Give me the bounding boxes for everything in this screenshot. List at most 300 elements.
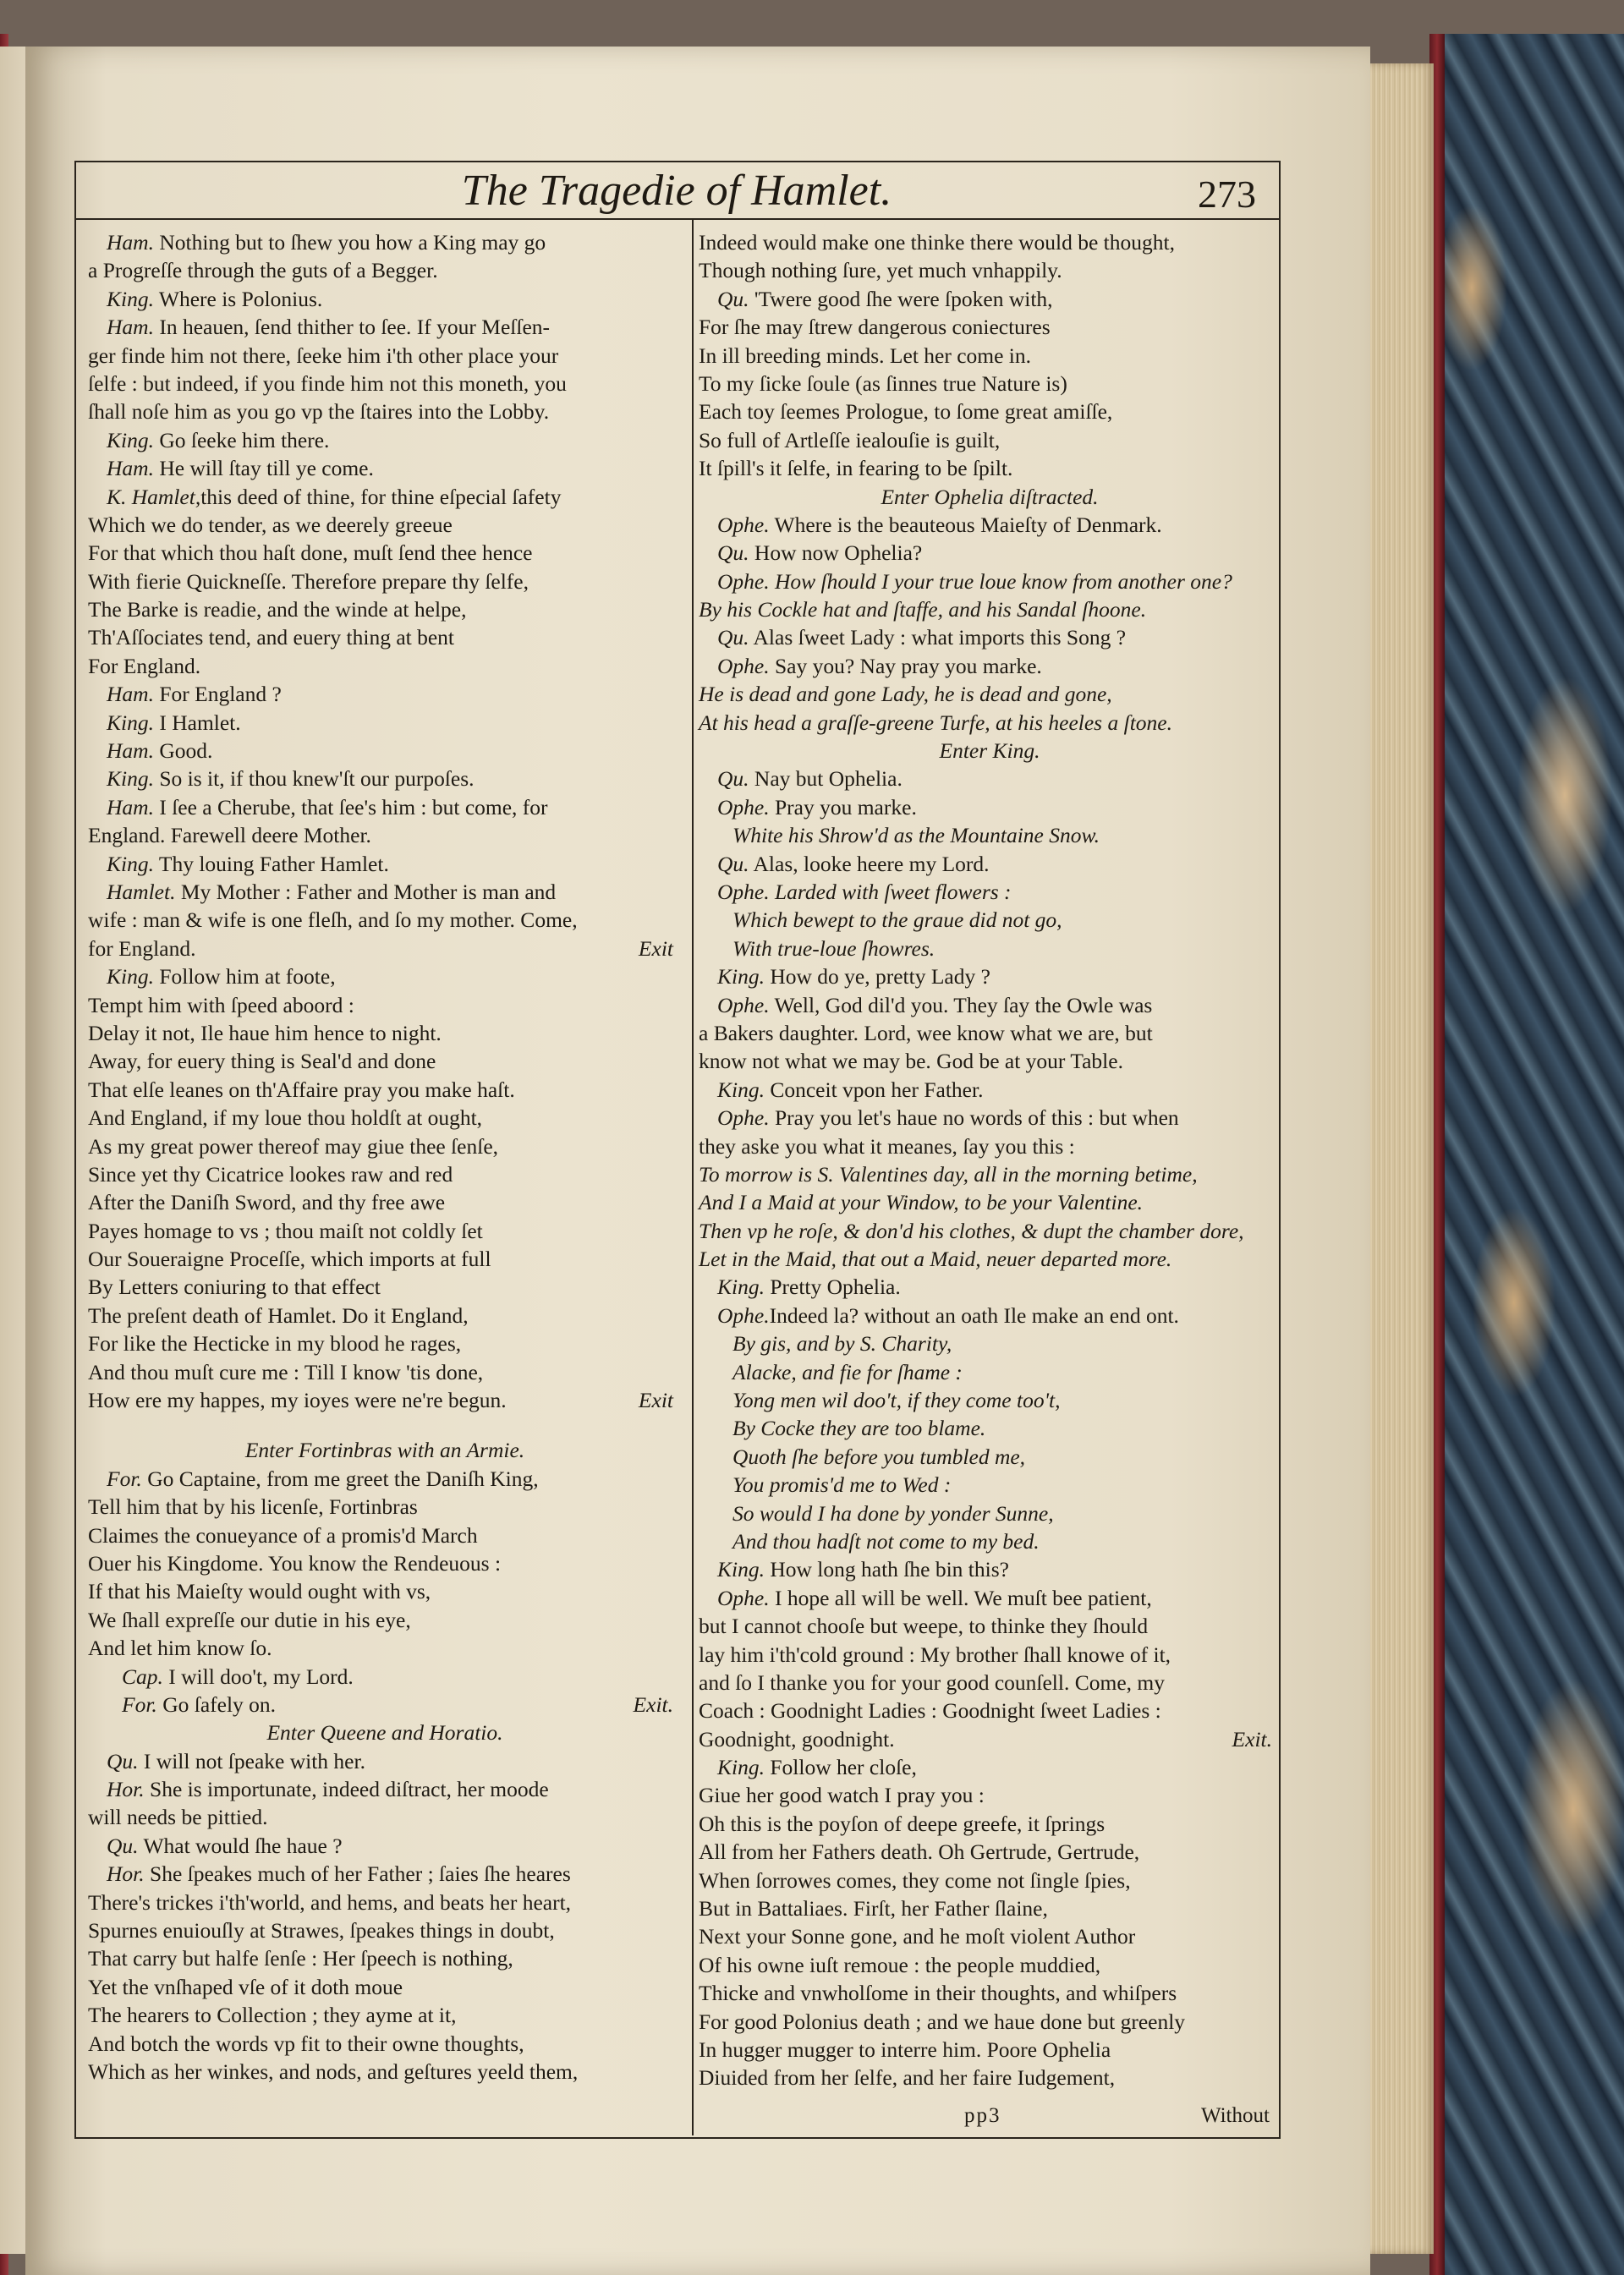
text-line [88, 1414, 682, 1436]
line-text: Good. [153, 738, 213, 764]
text-line [88, 1860, 682, 1888]
text-line [699, 1471, 1281, 1499]
line-text: When ſorrowes comes, they come not ſingle ſpies, [699, 1867, 1131, 1893]
line-text: Enter Ophelia diſtracted. [881, 484, 1099, 509]
text-line [88, 1549, 682, 1577]
text-line [699, 1160, 1281, 1188]
line-text: Then vp he roſe, & don'd his clothes, & dupt the chamber dore, [699, 1218, 1244, 1243]
line-text: know not what we may be. God be at your Table. [699, 1049, 1123, 1074]
speaker-prefix: King. [107, 964, 154, 989]
speaker-prefix: King. [107, 851, 154, 876]
speaker-prefix: Ham. [107, 315, 154, 340]
marbled-endpaper [1438, 34, 1624, 2275]
speaker-prefix: Ophe. [717, 794, 770, 820]
text-line [88, 397, 682, 425]
running-title: The Tragedie of Hamlet. [461, 167, 892, 215]
line-text: He is dead and gone Lady, he is dead and gone, [699, 682, 1112, 707]
stage-direction-exit: Exit. [633, 1691, 673, 1717]
text-line [88, 623, 682, 651]
line-text: The preſent death of Hamlet. Do it England, [88, 1302, 469, 1328]
text-line [88, 1132, 682, 1160]
text-line [699, 623, 1281, 651]
line-text: But in Battaliaes. Firſt, her Father ſlaine, [699, 1896, 1048, 1921]
text-line [699, 1358, 1281, 1386]
text-line [699, 1273, 1281, 1301]
line-text: The Barke is readie, and the winde at helpe, [88, 597, 467, 622]
line-text: Well, God dil'd you. They ſay the Owle was [769, 992, 1153, 1017]
line-text: Larded with ſweet flowers : [769, 879, 1012, 904]
speaker-prefix: K. Hamlet, [107, 484, 201, 509]
line-text: Let in the Maid, that out a Maid, neuer departed more. [699, 1247, 1172, 1272]
text-line [88, 1273, 682, 1301]
line-text: For England. [88, 653, 201, 678]
text-line [88, 567, 682, 595]
speaker-prefix: Qu. [717, 851, 749, 876]
text-line [699, 1443, 1281, 1471]
text-line [88, 1302, 682, 1329]
line-text: How now Ophelia? [749, 540, 923, 566]
text-line [699, 1527, 1281, 1555]
line-text: With true-loue ſhowres. [732, 935, 935, 961]
text-line [699, 821, 1281, 849]
text-line [88, 1465, 682, 1493]
speaker-prefix: Qu. [717, 540, 749, 566]
line-text: What would ſhe haue ? [138, 1833, 343, 1858]
text-line [699, 1584, 1281, 1612]
line-text: for England. [88, 935, 196, 961]
text-line [699, 1725, 1281, 1753]
line-text: they aske you what it meanes, ſay you this : [699, 1133, 1075, 1159]
text-line [699, 935, 1281, 962]
text-line [88, 850, 682, 878]
line-text: Yong men wil doo't, if they come too't, [732, 1388, 1061, 1413]
line-text: How ſhould I your true loue know from another one? [769, 568, 1232, 594]
line-text: There's trickes i'th'world, and hems, and beats her heart, [88, 1889, 572, 1915]
line-text: That elſe leanes on th'Affaire pray you make haſt. [88, 1077, 515, 1102]
text-line [699, 1245, 1281, 1273]
text-line [88, 426, 682, 454]
speaker-prefix: King. [107, 710, 154, 735]
speaker-prefix: Ophe. [717, 1585, 770, 1610]
text-line [88, 991, 682, 1019]
text-line [699, 483, 1281, 511]
line-text: By his Cockle hat and ſtaffe, and his Sandal ſhoone. [699, 597, 1147, 622]
line-text: He will ſtay till ye come. [153, 456, 374, 481]
line-text: ſhall noſe him as you go vp the ſtaires into the Lobby. [88, 399, 550, 425]
text-line [699, 228, 1281, 256]
speaker-prefix: Ophe. [717, 568, 770, 594]
text-line [699, 1076, 1281, 1104]
line-text: So is it, if thou knew'ſt our purpoſes. [153, 766, 475, 792]
text-line [699, 313, 1281, 341]
text-line [699, 991, 1281, 1019]
line-text: Away, for euery thing is Seal'd and done [88, 1049, 436, 1074]
line-text: Where is Polonius. [153, 286, 323, 311]
line-text: By gis, and by S. Charity, [732, 1331, 952, 1357]
line-text: Next your Sonne gone, and he moſt violent Author [699, 1924, 1136, 1949]
line-text: As my great power thereof may giue thee ſenſe, [88, 1133, 499, 1159]
text-line [88, 2001, 682, 2029]
line-text: We ſhall expreſſe our dutie in his eye, [88, 1607, 411, 1632]
right-text-column [699, 228, 1281, 2092]
speaker-prefix: Ophe. [717, 653, 770, 678]
signature-mark: pp3 [964, 2104, 1001, 2127]
line-text: ſelfe : but indeed, if you finde him not this moneth, you [88, 370, 567, 396]
line-text: With fierie Quickneſſe. Therefore prepare thy ſelfe, [88, 568, 529, 594]
line-text: lay him i'th'cold ground : My brother ſhall knowe of it, [699, 1642, 1171, 1667]
text-line [88, 962, 682, 990]
speaker-prefix: Ophe. [717, 512, 770, 537]
line-text: Pray you marke. [769, 794, 917, 820]
text-line [699, 652, 1281, 680]
line-text: How long hath ſhe bin this? [764, 1557, 1009, 1582]
line-text: The hearers to Collection ; they ayme at it, [88, 2003, 457, 2028]
text-line [699, 793, 1281, 821]
text-line [699, 426, 1281, 454]
text-line [699, 1132, 1281, 1160]
text-line [88, 1160, 682, 1188]
speaker-prefix: King. [717, 964, 765, 989]
line-text: For England ? [153, 682, 282, 707]
line-text: Which we do tender, as we deerely greeue [88, 512, 453, 537]
text-line [88, 935, 682, 962]
speaker-prefix: Hamlet. [107, 879, 176, 904]
text-line [88, 1019, 682, 1047]
text-line [88, 1493, 682, 1521]
speaker-prefix: Qu. [717, 625, 749, 650]
line-text: To my ſicke ſoule (as ſinnes true Nature is) [699, 370, 1067, 396]
line-text: At his head a graſſe-greene Turfe, at his heeles a ſtone. [699, 710, 1172, 735]
stage-direction-exit: Exit [638, 935, 673, 961]
speaker-prefix: Ophe. [717, 1302, 770, 1328]
text-line [88, 1217, 682, 1245]
line-text: She ſpeakes much of her Father ; ſaies ſhe heares [144, 1861, 571, 1887]
line-text: By Cocke they are too blame. [732, 1416, 986, 1441]
line-text: Follow him at foote, [153, 964, 336, 989]
speaker-prefix: King. [717, 1755, 765, 1780]
speaker-prefix: Qu. [717, 286, 749, 311]
line-text: All from her Fathers death. Oh Gertrude, Gertrude, [699, 1839, 1140, 1865]
text-line [88, 1803, 682, 1831]
text-line [88, 765, 682, 792]
text-line [699, 1641, 1281, 1669]
text-line [88, 1104, 682, 1132]
text-line [699, 878, 1281, 906]
text-line [699, 680, 1281, 708]
speaker-prefix: For. [107, 1466, 142, 1491]
stage-direction-exit: Exit [638, 1388, 673, 1413]
line-text: will needs be pittied. [88, 1805, 268, 1830]
text-line [699, 539, 1281, 567]
text-line [699, 285, 1281, 313]
line-text: Alas ſweet Lady : what imports this Song ? [749, 625, 1127, 650]
line-text: Enter Fortinbras with an Armie. [244, 1438, 525, 1463]
catchword: Without [1201, 2104, 1270, 2127]
line-text: For like the Hecticke in my blood he rages, [88, 1331, 462, 1357]
stage-direction-exit: Exit. [1232, 1726, 1272, 1751]
text-line [88, 313, 682, 341]
text-line [88, 1889, 682, 1916]
text-line [88, 1916, 682, 1944]
text-line [699, 1612, 1281, 1640]
line-text: Of his owne iuſt remoue : the people muddied, [699, 1952, 1101, 1977]
speaker-prefix: King. [717, 1275, 765, 1300]
text-line [88, 2030, 682, 2058]
page-number: 273 [1198, 173, 1256, 216]
line-text: Indeed la? without an oath Ile make an end ont. [769, 1302, 1179, 1328]
text-line [699, 1979, 1281, 2007]
text-line [699, 595, 1281, 623]
speaker-prefix: King. [717, 1077, 765, 1102]
text-line [699, 256, 1281, 284]
line-text: My Mother : Father and Mother is man and [175, 879, 557, 904]
text-line [88, 652, 682, 680]
speaker-prefix: Ham. [107, 456, 154, 481]
line-text: a Bakers daughter. Lord, wee know what we are, but [699, 1020, 1153, 1045]
text-line [88, 709, 682, 737]
line-text: In ill breeding minds. Let her come in. [699, 343, 1032, 368]
speaker-prefix: Ham. [107, 738, 154, 764]
text-line [699, 370, 1281, 397]
speaker-prefix: Ophe. [717, 879, 770, 904]
speaker-prefix: Ham. [107, 682, 154, 707]
left-text-column [88, 228, 682, 2086]
text-line [699, 962, 1281, 990]
speaker-prefix: Qu. [107, 1748, 139, 1773]
line-text: By Letters coniuring to that effect [88, 1275, 381, 1300]
text-line [699, 1810, 1281, 1838]
text-line [88, 793, 682, 821]
speaker-prefix: Hor. [107, 1861, 145, 1887]
text-line [88, 1358, 682, 1386]
text-line [88, 1832, 682, 1860]
line-text: White his Shrow'd as the Mountaine Snow. [732, 823, 1100, 848]
text-line [88, 595, 682, 623]
line-text: It ſpill's it ſelfe, in fearing to be ſpilt. [699, 456, 1013, 481]
text-line [699, 2008, 1281, 2036]
text-line [699, 342, 1281, 370]
line-text: England. Farewell deere Mother. [88, 823, 371, 848]
speaker-prefix: King. [107, 286, 154, 311]
text-line [88, 2058, 682, 2086]
text-line [88, 821, 682, 849]
line-text: And I a Maid at your Window, to be your Valentine. [699, 1190, 1144, 1215]
text-line [88, 1577, 682, 1605]
text-line [88, 1634, 682, 1662]
line-text: For ſhe may ſtrew dangerous coniectures [699, 315, 1051, 340]
text-line [699, 737, 1281, 765]
text-line [88, 1775, 682, 1803]
line-text: Thy louing Father Hamlet. [153, 851, 389, 876]
text-line [699, 1922, 1281, 1950]
line-text: And thou hadſt not come to my bed. [732, 1528, 1040, 1554]
text-line [699, 2064, 1281, 2091]
line-text: Nothing but to ſhew you how a King may go [153, 230, 546, 255]
speaker-prefix: Qu. [107, 1833, 139, 1858]
text-line [88, 1944, 682, 1972]
line-text: After the Daniſh Sword, and thy free awe [88, 1190, 446, 1215]
text-line [699, 1555, 1281, 1583]
text-line [88, 1606, 682, 1634]
line-text: How do ye, pretty Lady ? [764, 964, 990, 989]
line-text: but I cannot chooſe but weepe, to thinke they ſhould [699, 1614, 1149, 1639]
text-line [699, 1753, 1281, 1781]
text-line [699, 567, 1281, 595]
line-text: 'Twere good ſhe were ſpoken with, [749, 286, 1053, 311]
line-text: Yet the vnſhaped vſe of it doth moue [88, 1974, 403, 1999]
line-text: How ere my happes, my ioyes were ne're begun. [88, 1388, 507, 1413]
line-text: Giue her good watch I pray you : [699, 1783, 985, 1808]
text-line [88, 1747, 682, 1775]
line-text: Nay but Ophelia. [749, 766, 903, 792]
line-text: For that which thou haſt done, muſt ſend thee hence [88, 540, 533, 566]
line-text: Th'Aſſociates tend, and euery thing at bent [88, 625, 455, 650]
text-line [88, 1386, 682, 1414]
text-line [88, 1691, 682, 1719]
text-line [88, 1188, 682, 1216]
line-text: Ouer his Kingdome. You know the Rendeuous : [88, 1550, 502, 1576]
line-text: And botch the words vp fit to their owne thoughts, [88, 2031, 524, 2056]
speaker-prefix: Ophe. [717, 992, 770, 1017]
line-text: Go Captaine, from me greet the Daniſh King, [141, 1466, 539, 1491]
line-text: Coach : Goodnight Ladies : Goodnight ſweet Ladies : [699, 1698, 1161, 1724]
line-text: Tell him that by his licenſe, Fortinbras [88, 1494, 418, 1520]
text-line [699, 906, 1281, 934]
text-line [88, 1329, 682, 1357]
speaker-prefix: King. [717, 1557, 765, 1582]
text-line [88, 878, 682, 906]
text-line [699, 1867, 1281, 1894]
text-line [88, 483, 682, 511]
line-text: and ſo I thanke you for your good counſell. Come, my [699, 1669, 1165, 1695]
text-line [699, 454, 1281, 482]
line-text: Conceit vpon her Father. [764, 1077, 984, 1102]
speaker-prefix: Ham. [107, 230, 154, 255]
line-text: a Progreſſe through the guts of a Begger. [88, 258, 438, 283]
text-line [699, 1781, 1281, 1809]
line-text: Delay it not, Ile haue him hence to night. [88, 1020, 442, 1045]
line-text: Which as her winkes, and nods, and geſtures yeeld them, [88, 2059, 579, 2084]
line-text: For good Polonius death ; and we haue done but greenly [699, 2009, 1186, 2034]
text-line [88, 737, 682, 765]
speaker-prefix: King. [107, 766, 154, 792]
line-text: Payes homage to vs ; thou maiſt not coldly ſet [88, 1218, 483, 1243]
text-line [699, 1047, 1281, 1075]
text-line [699, 709, 1281, 737]
speaker-prefix: For. [122, 1691, 157, 1717]
speaker-prefix: King. [107, 427, 154, 452]
column-rule [692, 220, 694, 2135]
speaker-prefix: Qu. [717, 766, 749, 792]
text-line [699, 1188, 1281, 1216]
line-text: Though nothing ſure, yet much vnhappily. [699, 258, 1062, 283]
line-text: Tempt him with ſpeed aboord : [88, 992, 354, 1017]
line-text: Goodnight, goodnight. [699, 1726, 895, 1751]
line-text: Alas, looke heere my Lord. [749, 851, 990, 876]
text-line [88, 1719, 682, 1746]
text-line [88, 1973, 682, 2001]
speaker-prefix: Ham. [107, 794, 154, 820]
text-line [699, 1414, 1281, 1442]
text-line [699, 511, 1281, 539]
line-text: Alacke, and fie for ſhame : [732, 1359, 963, 1384]
line-text: I will doo't, my Lord. [162, 1664, 354, 1689]
line-text: In hugger mugger to interre him. Poore Ophelia [699, 2037, 1111, 2062]
text-line [699, 397, 1281, 425]
text-line [88, 285, 682, 313]
line-text: In heauen, ſend thither to ſee. If your Meſſen- [153, 315, 551, 340]
text-line [699, 1894, 1281, 1922]
line-text: Our Soueraigne Proceſſe, which imports at full [88, 1247, 491, 1272]
line-text: Thicke and vnwholſome in their thoughts, and whiſpers [699, 1981, 1177, 2006]
line-text: Pray you let's haue no words of this : but when [769, 1105, 1179, 1131]
text-line [88, 1245, 682, 1273]
line-text: Enter Queene and Horatio. [266, 1720, 503, 1746]
text-line [699, 1217, 1281, 1245]
text-line [88, 454, 682, 482]
line-text: Go ſeeke him there. [153, 427, 330, 452]
text-line [88, 1521, 682, 1549]
text-line [699, 1329, 1281, 1357]
line-text: Indeed would make one thinke there would be thought, [699, 230, 1175, 255]
line-text: Claimes the conueyance of a promis'd March [88, 1522, 478, 1548]
text-line [699, 1669, 1281, 1697]
text-line [88, 1663, 682, 1691]
line-text: Each toy ſeemes Prologue, to ſome great amiſſe, [699, 399, 1113, 425]
line-text: Spurnes enuiouſly at Strawes, ſpeakes things in doubt, [88, 1918, 555, 1943]
text-line [88, 228, 682, 256]
line-text: I will not ſpeake with her. [138, 1748, 365, 1773]
line-text: Enter King. [939, 738, 1040, 764]
text-line [699, 1697, 1281, 1724]
text-line [699, 1951, 1281, 1979]
line-text: Where is the beauteous Maieſty of Denmark. [769, 512, 1162, 537]
text-line [88, 1076, 682, 1104]
line-text: And England, if my loue thou holdſt at ought, [88, 1105, 483, 1131]
line-text: Oh this is the poyſon of deepe greefe, it ſprings [699, 1811, 1106, 1836]
line-text: So full of Artleſſe iealouſie is guilt, [699, 427, 1001, 452]
text-line [699, 1104, 1281, 1132]
line-text: If that his Maieſty would ought with vs, [88, 1579, 431, 1604]
line-text: Diuided from her ſelfe, and her faire Iudgement, [699, 2065, 1116, 2091]
line-text: That carry but halfe ſenſe : Her ſpeech is nothing, [88, 1946, 513, 1971]
line-text: Go ſafely on. [156, 1691, 277, 1717]
line-text: wife : man & wife is one fleſh, and ſo my mother. Come, [88, 907, 578, 933]
speaker-prefix: Ophe. [717, 1105, 770, 1131]
text-line [699, 1838, 1281, 1866]
line-text: this deed of thine, for thine eſpecial ſafety [200, 484, 562, 509]
text-line [699, 1302, 1281, 1329]
line-text: To morrow is S. Valentines day, all in the morning betime, [699, 1161, 1198, 1187]
line-text: You promis'd me to Wed : [732, 1472, 952, 1498]
text-line [88, 511, 682, 539]
line-text: I Hamlet. [153, 710, 241, 735]
text-line [699, 765, 1281, 792]
line-text: Follow her cloſe, [764, 1755, 917, 1780]
line-text: And let him know ſo. [88, 1636, 272, 1661]
line-text: So would I ha done by yonder Sunne, [732, 1500, 1054, 1526]
line-text: I hope all will be well. We muſt bee patient, [769, 1585, 1152, 1610]
line-text: Pretty Ophelia. [764, 1275, 901, 1300]
line-text: I ſee a Cherube, that ſee's him : but come, for [153, 794, 548, 820]
speaker-prefix: Hor. [107, 1777, 145, 1802]
header-rule [74, 218, 1281, 220]
text-line [88, 1047, 682, 1075]
line-text: And thou muſt cure me : Till I know 'tis done, [88, 1359, 484, 1384]
text-line [699, 1386, 1281, 1414]
line-text: ger finde him not there, ſeeke him i'th other place your [88, 343, 559, 368]
line-text: She is importunate, indeed diſtract, her moode [144, 1777, 549, 1802]
